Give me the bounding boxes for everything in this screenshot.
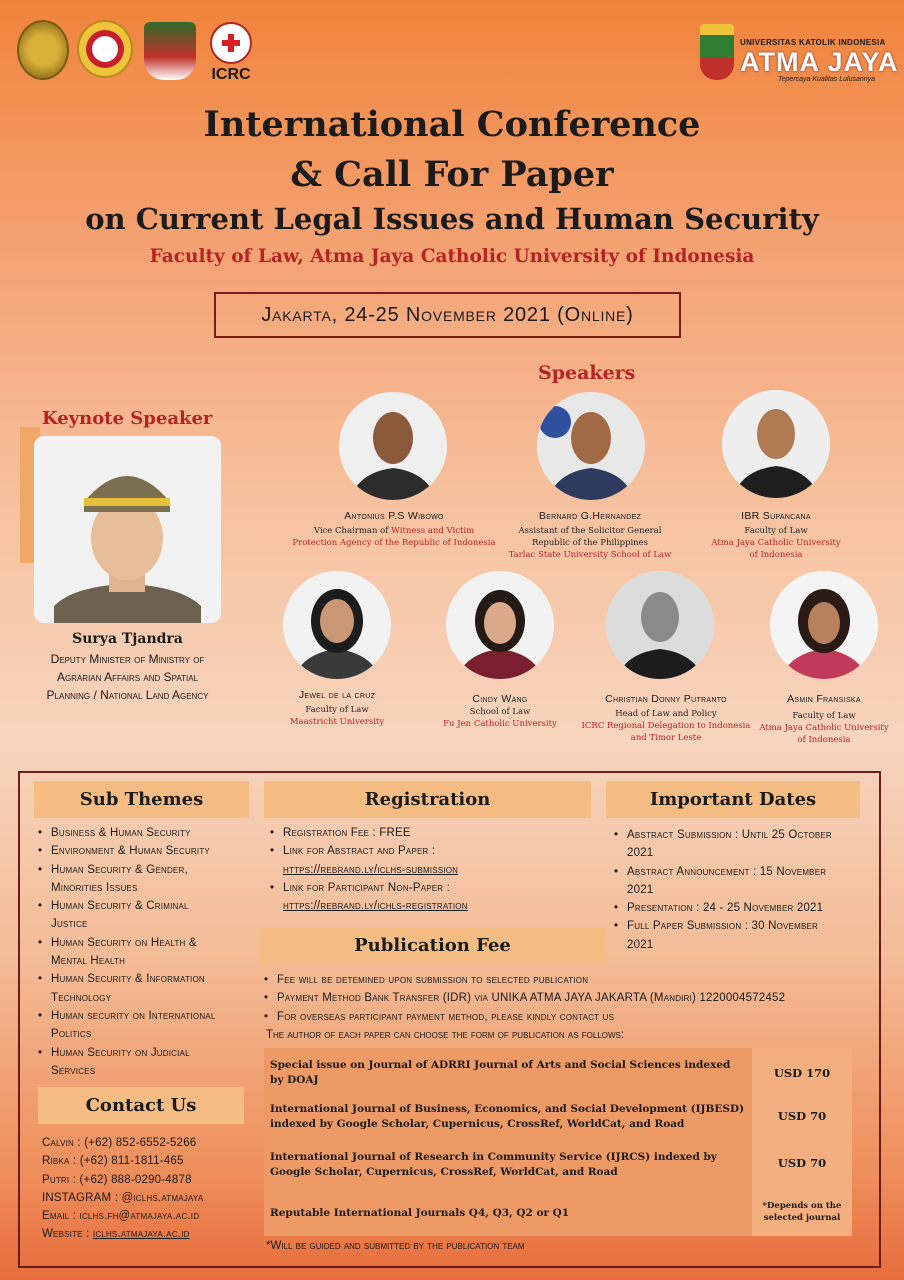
speaker-institution: Atma Jaya Catholic University (711, 538, 841, 548)
speaker-photo-wang (446, 571, 554, 679)
website-link[interactable]: iclhs.atmajaya.ac.id (92, 1228, 190, 1241)
contact-instagram[interactable]: INSTAGRAM : @iclhs.atmajaya (42, 1191, 204, 1204)
tarlac-state-university-logo (77, 20, 133, 78)
speaker-institution: Tarlac State University School of Law (508, 550, 672, 560)
list-item-continued: Minorities Issues (51, 881, 138, 894)
title-line-3: on Current Legal Issues and Human Security (85, 202, 819, 236)
list-item: • Environment & Human Security (36, 842, 256, 860)
publication-footnote: *Will be guided and submitted by the publication team (266, 1240, 525, 1252)
publication-bullet: • Fee will be detemined upon submission to selected publication (262, 971, 872, 989)
date-presentation: • Presentation : 24 - 25 November 2021 (612, 899, 872, 917)
keynote-role-3: Planning / National Land Agency (46, 688, 209, 702)
speaker-institution-2: of Indonesia (797, 735, 851, 745)
speaker-institution: Protection Agency of the Republic of Indonesia (292, 538, 496, 548)
speaker-role: Faculty of Law (792, 711, 856, 721)
speaker-name: IBR Supancana (741, 510, 811, 522)
speaker-role: Assistant of the Solicitor General (518, 526, 662, 536)
speaker-name: Bernard G.Hernandez (538, 510, 642, 522)
keynote-photo (34, 436, 221, 623)
keynote-role-1: Deputy Minister of Ministry of (50, 652, 205, 666)
date-abstract-submission-year: 2021 (627, 847, 654, 860)
contact-email[interactable]: Email : iclhs.fh@atmajaya.ac.id (42, 1210, 200, 1223)
contact-putri: Putri : (+62) 888-0290-4878 (42, 1173, 192, 1186)
list-item: • Human Security & Criminal (36, 897, 256, 915)
date-abstract-announcement-year: 2021 (627, 883, 654, 896)
contact-heading: Contact Us (38, 1087, 244, 1124)
keynote-heading: Keynote Speaker (42, 408, 213, 429)
list-item: • Human Security & Information (36, 970, 256, 988)
publication-row-price-note: *Depends on the selected journal (762, 1201, 842, 1223)
abstract-submission-link[interactable]: https://rebrand.ly/iclhs-submission (283, 863, 459, 876)
abstract-link-label: • Link for Abstract and Paper : (268, 842, 588, 860)
date-location-box (214, 292, 681, 338)
speaker-institution-2: of Indonesia (749, 550, 803, 560)
speaker-photo-wibowo (339, 392, 447, 500)
icrc-label: ICRC (211, 66, 251, 83)
speaker-institution: ICRC Regional Delegation to Indonesia (581, 721, 751, 731)
list-item: • Human security on International (36, 1007, 256, 1025)
publication-table (264, 1048, 852, 1236)
speaker-card-fransiska (748, 693, 900, 746)
publication-row-journal: International Journal of Business, Economics, and Social Development (IJBESD) indexed by Google Scholar, Cupernicus, CrossRef, WorldCat, and Road (270, 1103, 745, 1130)
publication-row-price: USD 70 (777, 1156, 827, 1170)
publication-row-journal: International Journal of Research in Community Service (IJRCS) indexed by Google Scholar, Cupernicus, CrossRef, WorldCat, and Road (270, 1151, 717, 1178)
list-item-continued: Justice (51, 918, 88, 931)
speaker-institution: Maastricht University (289, 717, 385, 727)
list-item-continued: Technology (51, 991, 112, 1004)
publication-fee-heading: Publication Fee (260, 927, 605, 964)
publication-intro: The author of each paper can choose the form of publication as follows: (266, 1029, 625, 1041)
sub-themes-heading: Sub Themes (34, 781, 249, 818)
keynote-name: Surya Tjandra (72, 631, 183, 647)
publication-bullet: • Payment Method Bank Transfer (IDR) via UNIKA ATMA JAYA JAKARTA (Mandiri) 1220004572452 (262, 989, 872, 1007)
speaker-name: Christian Donny Putranto (605, 693, 727, 705)
university-tagline: Tepercaya Kualitas Lulusannya (778, 76, 876, 83)
speaker-name: Antonius P.S Wibowo (344, 510, 444, 522)
contact-website: Website : iclhs.atmajaya.ac.id (42, 1228, 190, 1241)
speaker-card-hernandez (490, 510, 690, 561)
speaker-photo-fransiska (770, 571, 878, 679)
speaker-name: Asmin Fransiska (787, 693, 861, 705)
date-abstract-announcement: • Abstract Announcement : 15 November (612, 863, 872, 881)
speaker-role: Faculty of Law (305, 705, 369, 715)
important-dates-list (612, 826, 872, 954)
date-abstract-submission: • Abstract Submission : Until 25 October (612, 826, 872, 844)
speaker-card-wang (425, 693, 575, 730)
participant-registration-link[interactable]: https://rebrand.ly/ichls-registration (283, 900, 468, 913)
speaker-photo-hernandez (537, 392, 645, 500)
speaker-name: Cindy Wang (472, 693, 528, 705)
speaker-card-wibowo (290, 510, 498, 549)
keynote-role-2: Agrarian Affairs and Spatial (56, 670, 199, 684)
contact-calvin: Calvin : (+62) 852-6552-5266 (42, 1137, 197, 1149)
title-line-1: International Conference (203, 104, 701, 145)
date-full-paper-year: 2021 (627, 938, 654, 951)
speaker-photo-putranto (606, 571, 714, 679)
contact-ribka: Ribka : (+62) 811-1811-465 (42, 1155, 184, 1168)
icrc-emblem (210, 22, 252, 64)
contact-details (42, 1134, 203, 1244)
supreme-court-logo (17, 20, 69, 80)
list-item: • Business & Human Security (36, 824, 256, 842)
speaker-name: Jewel de la cruz (298, 689, 376, 701)
list-item-continued: Politics (51, 1028, 92, 1041)
university-small-label: UNIVERSITAS KATOLIK INDONESIA (740, 38, 886, 47)
list-item-continued: Mental Health (51, 955, 126, 968)
school-crest-logo (144, 22, 196, 80)
list-item: • Human Security & Gender, (36, 861, 256, 879)
publication-row-price: USD 70 (777, 1109, 827, 1123)
speaker-card-putranto (580, 693, 752, 744)
date-location-text: Jakarta, 24-25 November 2021 (Online) (261, 303, 634, 326)
list-item-continued: Services (51, 1064, 96, 1077)
publication-row-price: USD 170 (773, 1066, 831, 1080)
date-full-paper: • Full Paper Submission : 30 November (612, 917, 872, 935)
sub-themes-list (36, 824, 256, 1080)
speakers-heading: Speakers (538, 362, 636, 384)
speaker-role: Faculty of Law (744, 526, 808, 536)
organizer-subtitle: Faculty of Law, Atma Jaya Catholic University of Indonesia (149, 246, 755, 267)
atma-jaya-emblem (700, 24, 734, 80)
speaker-role-2: Republic of the Philippines (531, 538, 649, 548)
registration-list (268, 824, 588, 915)
registration-fee: • Registration Fee : FREE (268, 824, 588, 842)
publication-bullet: • For overseas participant payment method, please kindly contact us (262, 1008, 872, 1026)
list-item: • Human Security on Health & (36, 934, 256, 952)
registration-heading: Registration (264, 781, 591, 818)
speaker-institution-2: and Timor Leste (630, 733, 702, 743)
title-line-2: & Call For Paper (290, 154, 614, 195)
speaker-institution: Atma Jaya Catholic University (759, 723, 889, 733)
speaker-role: Vice Chairman of Witness and Victim (313, 526, 475, 536)
important-dates-heading: Important Dates (606, 781, 860, 818)
speaker-institution: Fu Jen Catholic University (443, 719, 557, 729)
speaker-role: Head of Law and Policy (615, 709, 717, 719)
publication-row-journal: Reputable International Journals Q4, Q3, Q2 or Q1 (270, 1207, 570, 1219)
university-name-logo: ATMA JAYA (740, 47, 899, 77)
publication-bullets (262, 971, 872, 1026)
speaker-photo-delacruz (283, 571, 391, 679)
speaker-photo-supancana (722, 390, 830, 498)
publication-row-journal: Special issue on Journal of ADRRI Journal of Arts and Social Sciences indexed by DOAJ (270, 1059, 731, 1086)
speaker-card-delacruz (262, 689, 412, 728)
speaker-role: School of Law (469, 707, 531, 717)
speaker-card-supancana (690, 510, 862, 561)
list-item: • Human Security on Judicial (36, 1044, 256, 1062)
participant-link-label: • Link for Participant Non-Paper : (268, 879, 588, 897)
